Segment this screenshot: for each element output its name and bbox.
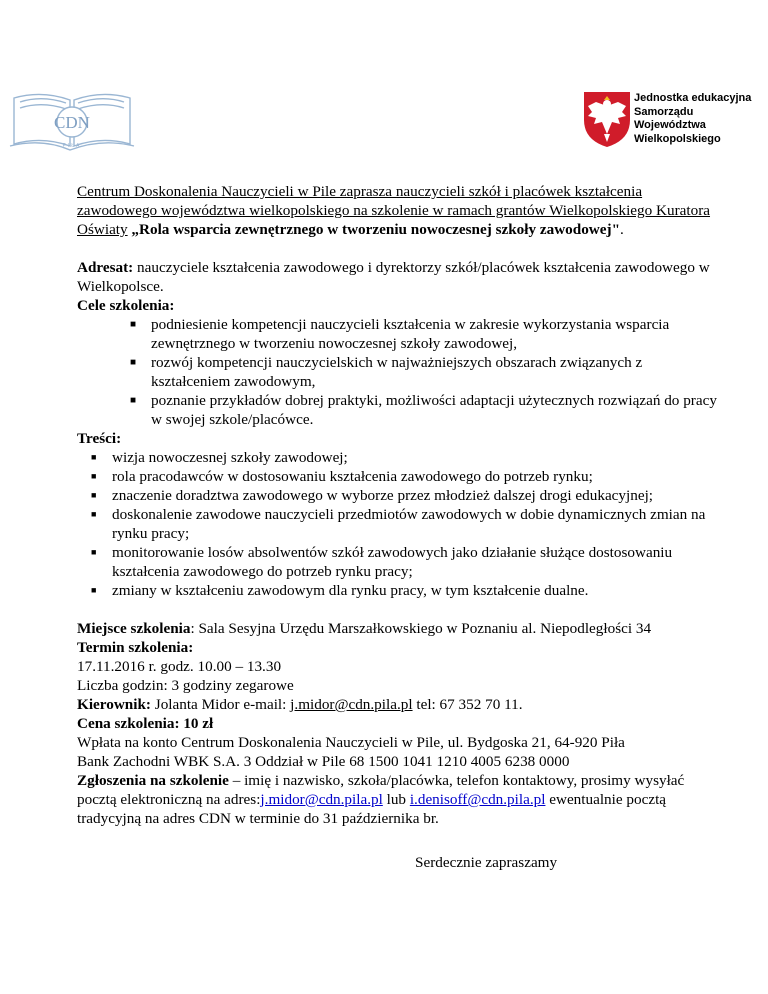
place-text: : Sala Sesyjna Urzędu Marszałkowskiego w Poznaniu al. Niepodległości 34 [190, 620, 652, 637]
manager-email-link[interactable]: j.midor@cdn.pila.pl [290, 696, 413, 713]
square-bullet-icon: ■ [91, 547, 97, 557]
intro-text: Centrum Doskonalenia Nauczycieli w Pile zaprasza nauczycieli szkół i placówek kształcenia zawodowego województwa wielkopolskiego na szkolenie w ramach grantów Wielkopolskiego Kuratora Oświaty [77, 183, 711, 238]
square-bullet-icon: ■ [91, 490, 97, 500]
term-text: 17.11.2016 r. godz. 10.00 – 13.30 [77, 658, 282, 675]
signup-text: – imię i nazwisko, szkoła/placówka, telefon kontaktowy, prosimy wysyłać pocztą elektroniczną na adres: [77, 772, 685, 808]
intro-paragraph [77, 182, 717, 239]
square-bullet-icon: ■ [91, 585, 97, 595]
contents-heading: Treści: [77, 430, 122, 447]
place-line [77, 619, 717, 638]
square-bullet-icon: ■ [130, 395, 137, 406]
payment-line: Wpłata na konto Centrum Doskonalenia Nauczycieli w Pile, ul. Bydgoska 21, 64-920 Piła [77, 734, 625, 751]
signup-or: lub [382, 791, 410, 808]
list-item: ■ rola pracodawców w dostosowaniu kształcenia zawodowego do potrzeb rynku; [91, 468, 593, 485]
document-body [77, 182, 717, 828]
signup-label: Zgłoszenia na szkolenie [77, 772, 229, 789]
square-bullet-icon: ■ [91, 509, 97, 519]
signup-email-link-2[interactable]: i.denisoff@cdn.pila.pl [409, 791, 546, 808]
region-line: Samorządu [634, 105, 694, 118]
list-item: ■ doskonalenie zawodowe nauczycieli przedmiotów zawodowych w dobie dynamicznych zmian na rynku pracy; [91, 506, 706, 542]
manager-text: Jolanta Midor e-mail: [150, 696, 291, 713]
region-line: Województwa [634, 119, 706, 131]
term-label: Termin szkolenia: [77, 639, 194, 656]
square-bullet-icon: ■ [91, 452, 97, 462]
list-item: ■ znaczenie doradztwa zawodowego w wyborze przez młodzież dalszej drogi edukacyjnej; [91, 487, 654, 504]
intro-end: . [620, 221, 624, 238]
adresat-paragraph [77, 258, 717, 296]
manager-phone: tel: 67 352 70 11. [412, 696, 523, 713]
list-item: ■ podniesienie kompetencji nauczycieli kształcenia w zakresie wykorzystania wsparcia zewnętrznego w tworzeniu nowoczesnej szkoły zawodowej, [130, 316, 670, 352]
manager-line [77, 695, 717, 714]
bank-line: Bank Zachodni WBK S.A. 3 Oddział w Pile 68 1500 1041 1210 4005 6238 0000 [77, 753, 570, 770]
region-name [634, 92, 751, 146]
region-line: Wielkopolskiego [634, 132, 721, 145]
open-book-icon [6, 88, 138, 152]
adresat-label: Adresat: [77, 259, 134, 276]
cdn-logo-city: PIŁA [62, 143, 82, 149]
closing-greeting: Serdecznie zapraszamy [415, 854, 558, 871]
contents-list [77, 448, 717, 600]
list-item: ■ monitorowanie losów absolwentów szkół zawodowych jako działanie służące dostosowaniu kształcenia zawodowego do potrzeb rynku pracy; [91, 544, 673, 580]
signup-paragraph [77, 771, 717, 828]
list-item: ■ poznanie przykładów dobrej praktyki, możliwości adaptacji użytecznych rozwiązań do pracy w swojej szkole/placówce. [130, 392, 717, 428]
region-logo [582, 90, 762, 148]
place-label: Miejsce szkolenia [77, 620, 191, 637]
goals-list [77, 315, 717, 429]
manager-label: Kierownik: [77, 696, 151, 713]
square-bullet-icon: ■ [130, 319, 137, 330]
price-line: Cena szkolenia: 10 zł [77, 715, 214, 732]
list-item: ■ zmiany w kształceniu zawodowym dla rynku pracy, w tym kształcenie dualne. [91, 582, 589, 599]
list-item: ■ wizja nowoczesnej szkoły zawodowej; [91, 449, 348, 466]
signup-email-link-1[interactable]: j.midor@cdn.pila.pl [260, 791, 383, 808]
region-line: Jednostka edukacyjna [634, 92, 752, 104]
goals-heading: Cele szkolenia: [77, 297, 175, 314]
signup-end: ewentualnie pocztą tradycyjną na adres CDN w terminie do 31 października br. [77, 791, 667, 827]
training-title: „Rola wsparcia zewnętrznego w tworzeniu nowoczesnej szkoły zawodowej" [127, 221, 621, 238]
list-item: ■ rozwój kompetencji nauczycielskich w najważniejszych obszarach związanych z kształceniem zawodowym, [130, 354, 643, 390]
square-bullet-icon: ■ [130, 357, 137, 368]
eagle-crest-icon [582, 90, 632, 148]
hours-text: Liczba godzin: 3 godziny zegarowe [77, 677, 294, 694]
cdn-logo-letters: CDN [54, 113, 90, 132]
cdn-logo [6, 88, 138, 152]
square-bullet-icon: ■ [91, 471, 97, 481]
adresat-text: nauczyciele kształcenia zawodowego i dyrektorzy szkół/placówek kształcenia zawodowego w Wielkopolsce. [77, 259, 710, 295]
